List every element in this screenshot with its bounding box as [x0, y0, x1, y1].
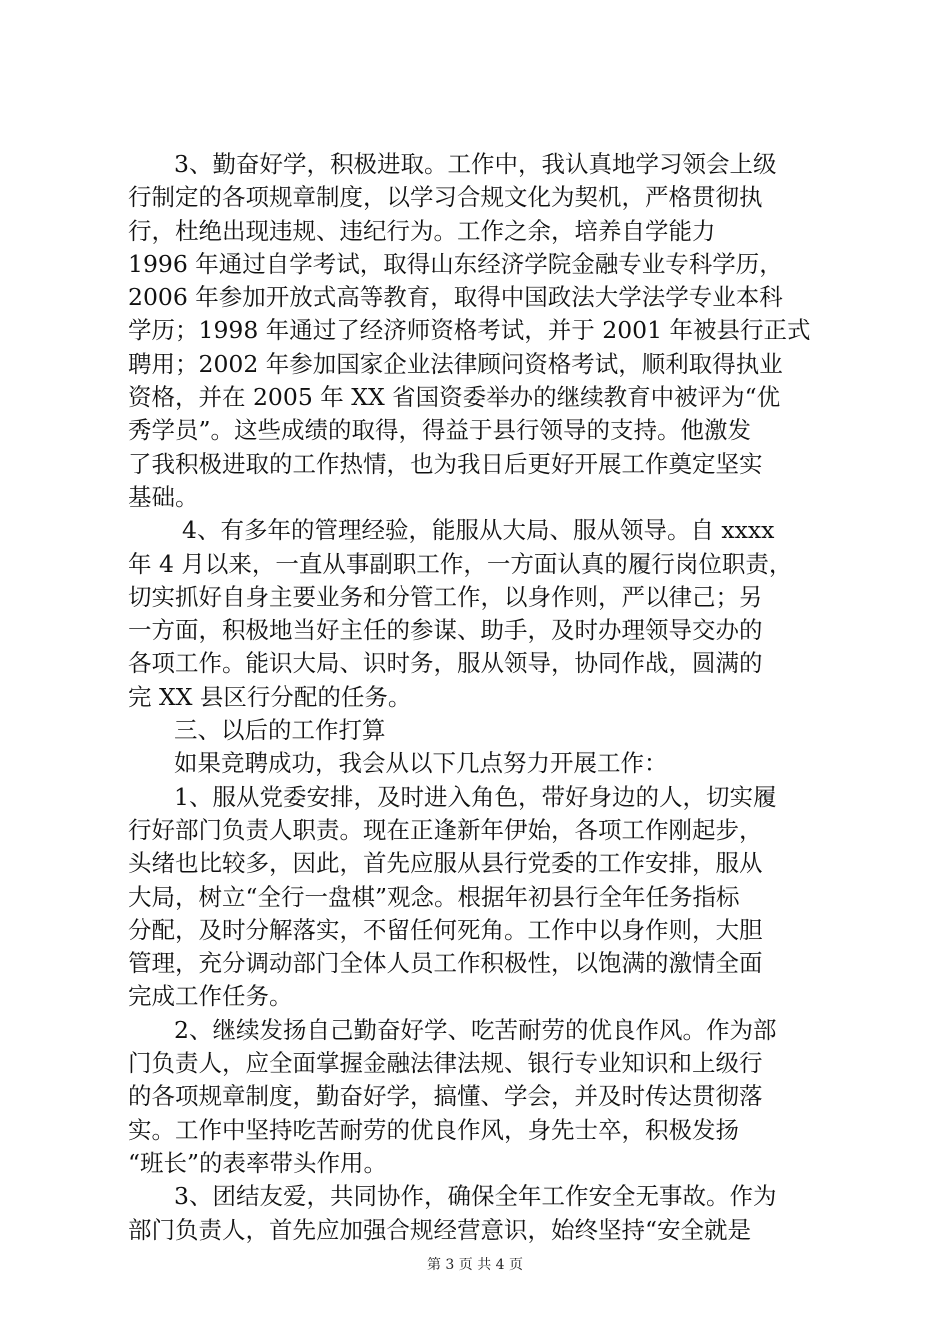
paragraph-line: 2006 年参加开放式高等教育，取得中国政法大学法学专业本科 [128, 283, 783, 312]
paragraph-line: 学历；1998 年通过了经济师资格考试，并于 2001 年被县行正式 [128, 316, 811, 345]
paragraph-line: 年 4 月以来，一直从事副职工作，一方面认真的履行岗位职责， [128, 549, 793, 578]
paragraph-line: 行，杜绝出现违规、违纪行为。工作之余，培养自学能力 [128, 216, 716, 245]
paragraph-line: 行制定的各项规章制度，以学习合规文化为契机，严格贯彻执 [128, 183, 763, 212]
paragraph-line: 1、服从党委安排，及时进入角色，带好身边的人，切实履 [174, 782, 777, 811]
paragraph-line: 资格，并在 2005 年 XX 省国资委举办的继续教育中被评为“优 [128, 383, 781, 412]
paragraph-line: 3、勤奋好学，积极进取。工作中，我认真地学习领会上级 [174, 150, 777, 178]
paragraph-line: 4、有多年的管理经验，能服从大局、服从领导。自 xxxx [182, 516, 775, 545]
page-number-footer: 第 3 页 共 4 页 [426, 1257, 524, 1273]
paragraph-line: 切实抓好自身主要业务和分管工作，以身作则，严以律己；另 [128, 582, 763, 611]
paragraph-line: 了我积极进取的工作热情，也为我日后更好开展工作奠定坚实 [128, 449, 763, 478]
paragraph-line: 3、团结友爱，共同协作，确保全年工作安全无事故。作为 [174, 1182, 777, 1211]
paragraph-line: 实。工作中坚持吃苦耐劳的优良作风，身先士卒，积极发扬 [128, 1115, 739, 1144]
paragraph-line: 如果竞聘成功，我会从以下几点努力开展工作： [174, 749, 668, 778]
paragraph-line: 基础。 [128, 482, 199, 511]
paragraph-line: 分配，及时分解落实，不留任何死角。工作中以身作则，大胆 [128, 915, 763, 944]
paragraph-line: 管理，充分调动部门全体人员工作积极性，以饱满的激情全面 [128, 949, 763, 978]
paragraph-line: 大局，树立“全行一盘棋”观念。根据年初县行全年任务指标 [128, 882, 740, 911]
paragraph-line: 的各项规章制度，勤奋好学，搞懂、学会，并及时传达贯彻落 [128, 1082, 763, 1111]
paragraph-line: 各项工作。能识大局、识时务，服从领导，协同作战，圆满的 [128, 649, 763, 678]
section-heading: 三、以后的工作打算 [174, 716, 386, 745]
paragraph-line: 一方面，积极地当好主任的参谋、助手，及时办理领导交办的 [128, 616, 763, 645]
paragraph-line: 秀学员”。这些成绩的取得，得益于县行领导的支持。他激发 [128, 416, 752, 445]
paragraph-line: 部门负责人，首先应加强合规经营意识，始终坚持“安全就是 [128, 1215, 752, 1244]
paragraph-line: 完 XX 县区行分配的任务。 [128, 682, 412, 711]
paragraph-line: 2、继续发扬自己勤奋好学、吃苦耐劳的优良作风。作为部 [174, 1015, 777, 1044]
document-body [128, 148, 828, 1247]
paragraph-line: 完成工作任务。 [128, 982, 293, 1011]
paragraph-line: 行好部门负责人职责。现在正逢新年伊始，各项工作刚起步， [128, 815, 763, 844]
paragraph-line: 聘用；2002 年参加国家企业法律顾问资格考试，顺利取得执业 [128, 349, 783, 378]
paragraph-line: “班长”的表率带头作用。 [128, 1148, 388, 1177]
paragraph-line: 头绪也比较多，因此，首先应服从县行党委的工作安排，服从 [128, 849, 763, 878]
paragraph-line: 1996 年通过自学考试，取得山东经济学院金融专业专科学历， [128, 249, 783, 278]
paragraph-line: 门负责人，应全面掌握金融法律法规、银行专业知识和上级行 [128, 1049, 763, 1078]
